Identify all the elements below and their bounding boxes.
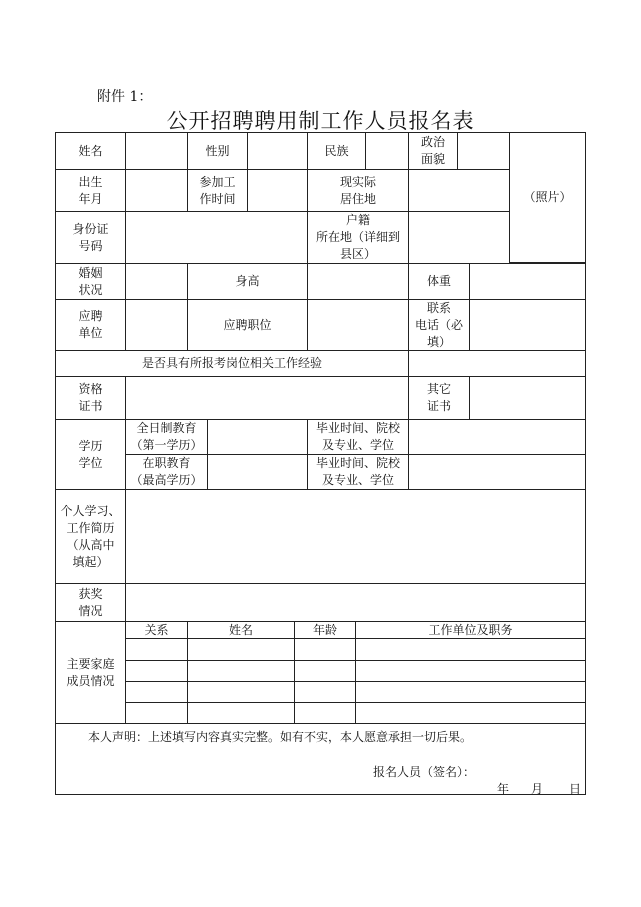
height-input[interactable]: [307, 263, 409, 300]
family-row-4-relation[interactable]: [125, 702, 188, 724]
family-col-work: 工作单位及职务: [355, 621, 586, 639]
label-grad-info-2: 毕业时间、院校 及专业、学位: [307, 454, 409, 490]
label-family: 主要家庭 成员情况: [55, 621, 126, 724]
label-hukou: 户籍 所在地（详细到 县区）: [307, 211, 409, 264]
id-number-input[interactable]: [125, 211, 308, 264]
family-row-3-age[interactable]: [294, 681, 356, 703]
birth-input[interactable]: [125, 169, 188, 212]
label-phone: 联系 电话（必 填）: [408, 299, 470, 351]
form-title: 公开招聘聘用制工作人员报名表: [166, 109, 475, 133]
label-birth: 出生 年月: [55, 169, 126, 212]
hukou-input[interactable]: [408, 211, 510, 264]
family-row-2-name[interactable]: [187, 660, 295, 682]
family-col-age: 年龄: [294, 621, 356, 639]
date-day-label: 日: [569, 782, 582, 796]
attachment-label: 附件 1：: [97, 89, 153, 105]
political-status-input[interactable]: [457, 132, 510, 170]
gender-input[interactable]: [247, 132, 308, 170]
experience-input[interactable]: [408, 350, 586, 377]
label-education: 学历 学位: [55, 419, 126, 490]
label-employer: 应聘 单位: [55, 299, 126, 351]
date-month-label: 月: [531, 782, 544, 796]
family-col-relation: 关系: [125, 621, 188, 639]
label-grad-info-1: 毕业时间、院校 及专业、学位: [307, 419, 409, 455]
label-position: 应聘职位: [187, 299, 308, 351]
family-row-4-name[interactable]: [187, 702, 295, 724]
phone-input[interactable]: [469, 299, 586, 351]
family-row-1-age[interactable]: [294, 638, 356, 661]
label-work-start: 参加工 作时间: [187, 169, 248, 212]
weight-input[interactable]: [469, 263, 586, 300]
label-ethnicity: 民族: [307, 132, 366, 170]
family-row-3-relation[interactable]: [125, 681, 188, 703]
declaration-statement: 本人声明：上述填写内容真实完整。如有不实，本人愿意承担一切后果。: [88, 730, 473, 744]
photo-box[interactable]: （照片）: [509, 132, 586, 263]
residence-input[interactable]: [408, 169, 510, 212]
family-row-4-work[interactable]: [355, 702, 586, 724]
family-row-3-name[interactable]: [187, 681, 295, 703]
signature-label: 报名人员（签名）：: [373, 765, 476, 779]
label-inservice-edu: 在职教育 （最高学历）: [125, 454, 208, 490]
label-height: 身高: [187, 263, 308, 300]
grad-info-1-input[interactable]: [408, 419, 586, 455]
label-marital: 婚姻 状况: [55, 263, 126, 300]
family-row-2-age[interactable]: [294, 660, 356, 682]
family-row-4-age[interactable]: [294, 702, 356, 724]
employer-input[interactable]: [125, 299, 188, 351]
inservice-edu-input[interactable]: [207, 454, 308, 490]
grad-info-2-input[interactable]: [408, 454, 586, 490]
label-experience: 是否具有所报考岗位相关工作经验: [55, 350, 409, 377]
label-gender: 性别: [187, 132, 248, 170]
label-political-status: 政治 面貌: [408, 132, 458, 170]
label-id-number: 身份证 号码: [55, 211, 126, 264]
label-resume: 个人学习、 工作简历 （从高中 填起）: [55, 489, 126, 584]
date-year-label: 年: [497, 782, 510, 796]
qualification-input[interactable]: [125, 376, 409, 420]
family-row-3-work[interactable]: [355, 681, 586, 703]
other-cert-input[interactable]: [469, 376, 586, 420]
fulltime-edu-input[interactable]: [207, 419, 308, 455]
family-row-2-work[interactable]: [355, 660, 586, 682]
label-residence: 现实际 居住地: [307, 169, 409, 212]
awards-input[interactable]: [125, 583, 586, 622]
label-weight: 体重: [408, 263, 470, 300]
label-awards: 获奖 情况: [55, 583, 126, 622]
label-qualification: 资格 证书: [55, 376, 126, 420]
position-input[interactable]: [307, 299, 409, 351]
marital-input[interactable]: [125, 263, 188, 300]
family-row-1-work[interactable]: [355, 638, 586, 661]
family-row-2-relation[interactable]: [125, 660, 188, 682]
ethnicity-input[interactable]: [365, 132, 409, 170]
family-col-name: 姓名: [187, 621, 295, 639]
resume-input[interactable]: [125, 489, 586, 584]
family-row-1-relation[interactable]: [125, 638, 188, 661]
name-input[interactable]: [125, 132, 188, 170]
label-other-cert: 其它 证书: [408, 376, 470, 420]
label-name: 姓名: [55, 132, 126, 170]
label-fulltime-edu: 全日制教育 （第一学历）: [125, 419, 208, 455]
work-start-input[interactable]: [247, 169, 308, 212]
family-row-1-name[interactable]: [187, 638, 295, 661]
